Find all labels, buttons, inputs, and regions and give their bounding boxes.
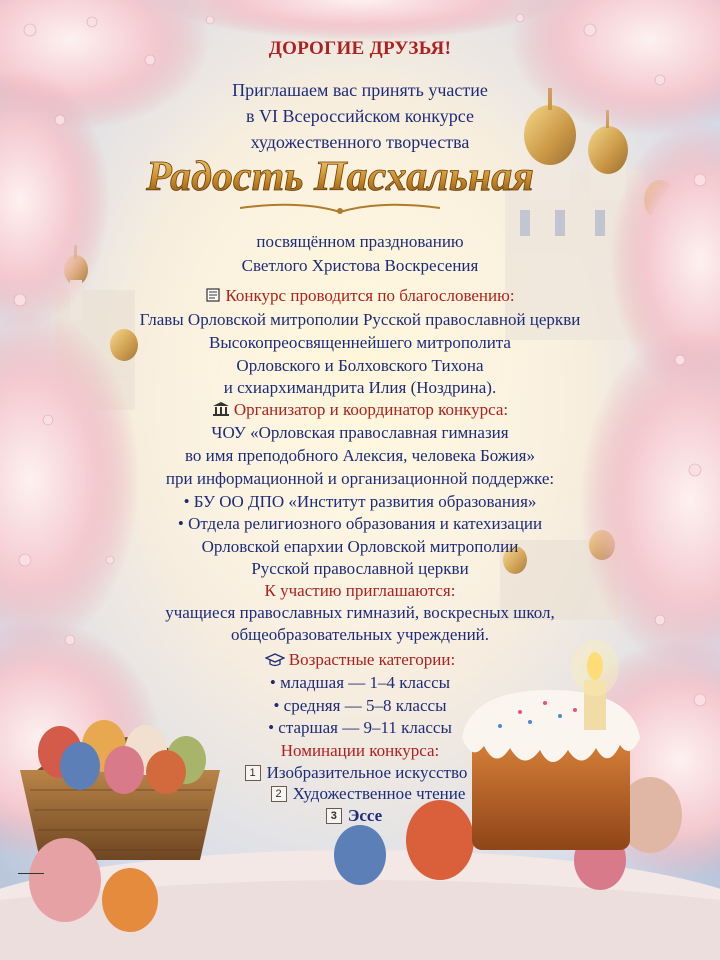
blessing-heading: Конкурс проводится по благословению: — [225, 286, 515, 305]
nomination-item-1 — [0, 763, 716, 783]
nomination-number-3: 3 — [326, 808, 342, 824]
nomination-label-1: Изобразительное искусство — [266, 763, 468, 782]
age-item-2: • средняя — 5–8 классы — [273, 696, 447, 715]
age-heading: Возрастные категории: — [288, 650, 456, 669]
nomination-label-2: Художественное чтение — [292, 784, 466, 803]
organizer-line-3: при информационной и организационной поддержке: — [165, 469, 555, 488]
institution-icon — [212, 401, 230, 422]
nomination-label-3: Эссе — [347, 806, 383, 825]
blessing-line-4: и схиархимандрита Илия (Ноздрина). — [223, 378, 497, 397]
nomination-item-2 — [8, 784, 720, 804]
participants-line-2: общеобразовательных учреждений. — [230, 625, 490, 644]
contest-title-block — [0, 150, 720, 220]
age-item-3: • старшая — 9–11 классы — [268, 718, 452, 737]
organizer-line-1: ЧОУ «Орловская православная гимназия — [211, 423, 509, 442]
blessing-heading-row — [0, 286, 720, 308]
organizer-line-6: Орловской епархии Орловской митрополии — [201, 537, 519, 556]
organizer-line-4: • БУ ОО ДПО «Институт развития образования» — [183, 492, 537, 511]
greeting-heading: ДОРОГИЕ ДРУЗЬЯ! — [268, 38, 452, 59]
age-item-1: • младшая — 1–4 классы — [269, 673, 451, 692]
dedication-line-1: посвящённом празднованию — [256, 232, 464, 251]
nomination-number-1: 1 — [245, 765, 261, 781]
graduation-cap-icon — [265, 652, 285, 672]
scroll-icon — [205, 287, 221, 308]
organizer-heading: Организатор и координатор конкурса: — [233, 400, 509, 419]
nominations-heading: Номинации конкурса: — [280, 741, 440, 760]
intro-line-2: в VI Всероссийском конкурсе — [246, 106, 474, 126]
contest-title: Радость Пасхальная — [146, 154, 534, 200]
participants-heading: К участию приглашаются: — [264, 581, 456, 600]
blessing-line-3: Орловского и Болховского Тихона — [236, 356, 484, 375]
organizer-heading-row — [0, 400, 720, 422]
contest-title-svg — [0, 150, 720, 220]
blessing-line-1: Главы Орловской митрополии Русской православной церкви — [139, 310, 581, 329]
footer-divider — [18, 873, 44, 874]
nomination-item-3 — [0, 806, 714, 826]
intro-line-3: художественного творчества — [250, 132, 470, 152]
blessing-line-2: Высокопреосвященнейшего митрополита — [209, 333, 511, 352]
age-heading-row — [0, 650, 720, 672]
participants-line-1: учащиеся православных гимназий, воскресных школ, — [165, 603, 555, 622]
organizer-line-5: • Отдела религиозного образования и катехизации — [177, 514, 543, 533]
dedication-line-2: Светлого Христова Воскресения — [241, 256, 479, 275]
intro-line-1: Приглашаем вас принять участие — [232, 80, 488, 100]
organizer-line-7: Русской православной церкви — [251, 559, 469, 578]
title-flourish-dot — [337, 208, 343, 214]
nomination-number-2: 2 — [271, 786, 287, 802]
organizer-line-2: во имя преподобного Алексия, человека Божия» — [185, 446, 535, 465]
